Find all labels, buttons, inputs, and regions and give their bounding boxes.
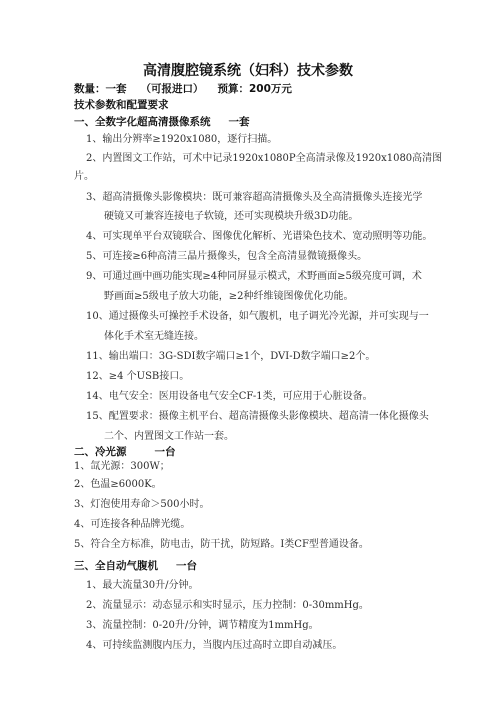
section-1-line: 15、配置要求：摄像主机平台、超高清摄像头影像模块、超高清一体化摄像头 bbox=[86, 411, 429, 422]
section-heading-1 bbox=[74, 116, 250, 128]
section-2-line: 2、色温≥6000K。 bbox=[74, 479, 162, 490]
section-1-line: 野画面≥5级电子放大功能，≥2种纤维镜图像优化功能。 bbox=[104, 291, 354, 302]
section-2-line: 3、灯泡使用寿命＞500小时。 bbox=[74, 499, 210, 510]
section-heading-3-qty: 一台 bbox=[176, 560, 197, 572]
section-1-line: 9、可通过画中画功能实现≥4种同屏显示模式，术野画面≥5级亮度可调，术 bbox=[86, 271, 422, 282]
section-1-line: 2、内置图文工作站，可术中记录1920x1080P全高清录像及1920x1080高清图 bbox=[86, 153, 443, 164]
section-heading-3-title: 三、全自动气腹机 bbox=[74, 560, 158, 572]
section-1-line: 5、可连接≥6种高清三晶片摄像头，包含全高清显微镜摄像头。 bbox=[86, 251, 368, 262]
section-1-line: 14、电气安全：医用设备电气安全CF-1类，可应用于心脏设备。 bbox=[86, 391, 373, 402]
section-1-line: 10、通过摄像头可操控手术设备，如气腹机，电子调光冷光源，并可实现与一 bbox=[86, 311, 429, 322]
section-1-line: 11、输出端口：3G-SDI数字端口≥1个，DVI-D数字端口≥2个。 bbox=[86, 351, 376, 362]
section-1-line: 体化手术室无缝连接。 bbox=[104, 331, 204, 342]
section-3-line: 3、流量控制：0-20升/分钟，调节精度为1mmHg。 bbox=[86, 620, 319, 631]
section-3-line: 1、最大流量30升/分钟。 bbox=[86, 580, 199, 591]
spec-heading: 技术参数和配置要求 bbox=[74, 99, 169, 111]
section-1-line: 二个、内置图文工作站一套。 bbox=[104, 431, 234, 442]
section-1-line: 1、输出分辨率≥1920x1080，逐行扫描。 bbox=[86, 134, 278, 145]
section-2-line: 4、可连接各种品牌光缆。 bbox=[74, 519, 191, 530]
origin-label: （可报进口） bbox=[140, 83, 204, 95]
section-1-line: 4、可实现单平台双镜联合、图像优化解析、光谱染色技术、宽动照明等功能。 bbox=[86, 231, 433, 242]
section-3-line: 4、可持续监测腹内压力，当腹内压过高时立即自动减压。 bbox=[86, 640, 343, 651]
section-heading-1-qty: 一套 bbox=[228, 116, 250, 128]
section-2-line: 1、氙光源：300W； bbox=[74, 461, 170, 472]
section-1-line: 12、≥4 个USB接口。 bbox=[86, 371, 190, 382]
section-3-line: 2、流量显示：动态显示和实时显示，压力控制：0-30mmHg。 bbox=[86, 600, 369, 611]
budget-label: 预算：200万元 bbox=[217, 83, 292, 95]
section-1-line: 3、超高清摄像头影像模块：既可兼容超高清摄像头及全高清摄像头连接光学 bbox=[86, 192, 423, 203]
section-2-line: 5、符合全方标准，防电击，防干扰，防短路。Ⅰ类CF型普通设备。 bbox=[74, 539, 369, 550]
section-heading-1-title: 一、全数字化超高清摄像系统 bbox=[74, 116, 211, 128]
section-heading-3 bbox=[74, 560, 197, 572]
section-heading-2-qty: 一台 bbox=[154, 446, 176, 458]
meta-line bbox=[74, 81, 306, 96]
section-1-line: 片。 bbox=[74, 171, 94, 182]
section-heading-2 bbox=[74, 446, 176, 458]
section-1-line: 硬镜又可兼容连接电子软镜，还可实现模块升级3D功能。 bbox=[104, 211, 359, 222]
quantity-label: 数量：一套 bbox=[74, 83, 127, 95]
section-heading-2-title: 二、冷光源 bbox=[74, 446, 127, 458]
document-title: 高清腹腔镜系统（妇科）技术参数 bbox=[143, 63, 353, 79]
